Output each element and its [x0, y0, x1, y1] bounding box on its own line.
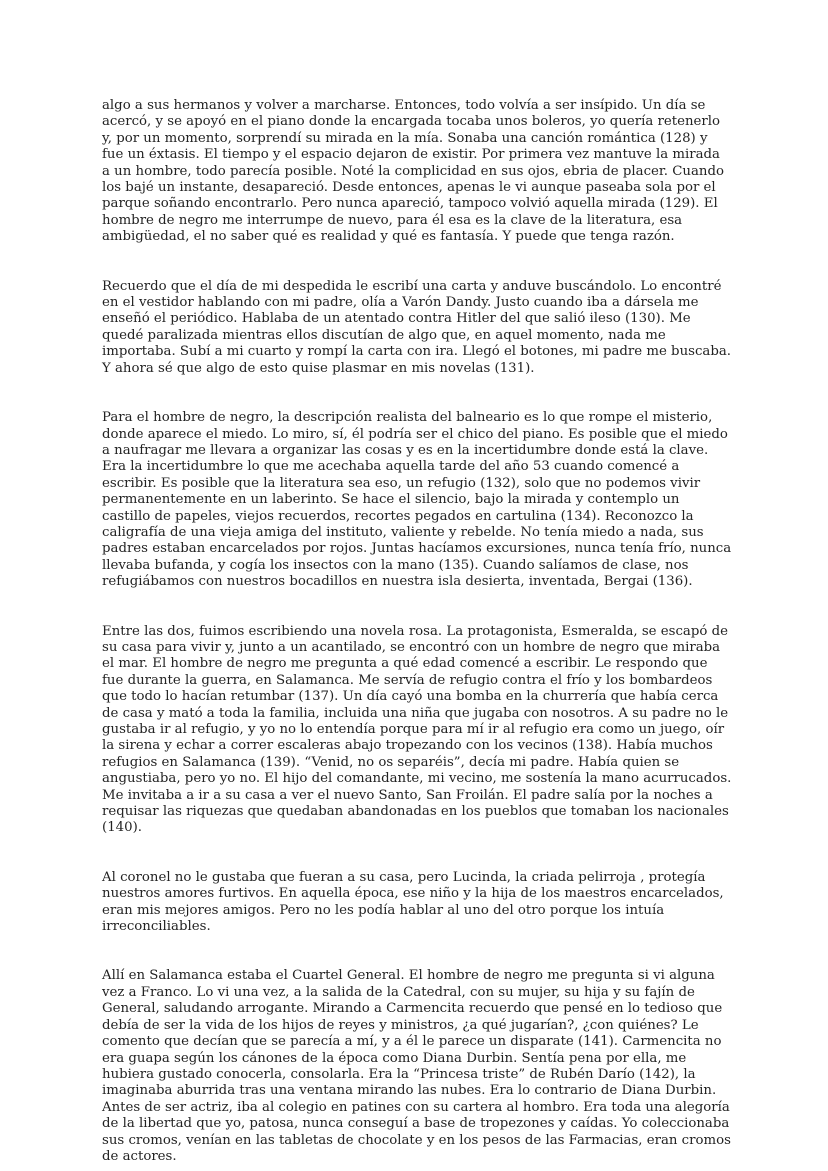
paragraph-6: Allí en Salamanca estaba el Cuartel General. El hombre de negro me pregunta si vi alguna vez a Franco. Lo vi una vez, a la salida de la Catedral, con su mujer, su hija y su fajín de General, saludando arrogante. Mirando a Carmencita recuerdo que pensé en lo tedioso que debía de ser la vida de los hijos de reyes y ministros, ¿a qué jugarían?, ¿con quiénes? Le comento que decían que se parecía a mí, y a él le parece un disparate (141). Carmencita no era guapa según los cánones de la época como Diana Durbin. Sentía pena por ella, me hubiera gustado conocerla, consolarla. Era la “Princesa triste” de Rubén Darío (142), la imaginaba aburrida tras una ventana mirando las nubes. Era lo contrario de Diana Durbin. Antes de ser actriz, iba al colegio en patines con su cartera al hombro. Era toda una alegoría de la libertad que yo, patosa, nunca conseguí a base de tropezones y caídas. Yo coleccionaba sus cromos, venían en las tabletas de chocolate y en los pesos de las Farmacias, eran cromos de actores. — [102, 968, 731, 1164]
paragraph-5: Al coronel no le gustaba que fueran a su casa, pero Lucinda, la criada pelirroja , protegía nuestros amores furtivos. En aquella época, ese niño y la hija de los maestros encarcelados, eran mis mejores amigos. Pero no les podía hablar al uno del otro porque los intuía irreconciliables. — [102, 869, 724, 935]
document-page — [102, 98, 732, 1165]
paragraph-3: Para el hombre de negro, la descripción realista del balneario es lo que rompe el misterio, donde aparece el miedo. Lo miro, sí, él podría ser el chico del piano. Es posible que el miedo a naufragar me llevara a organizar las cosas y es en la incertidumbre donde está la clave. Era la incertidumbre lo que me acechaba aquella tarde del año 53 cuando comencé a escribir. Es posible que la literatura sea eso, un refugio (132), solo que no podemos vivir permanentemente en un laberinto. Se hace el silencio, bajo la mirada y contemplo un castillo de papeles, viejos recuerdos, recortes pegados en cartulina (134). Reconozco la caligrafía de una vieja amiga del instituto, valiente y rebelde. No tenía miedo a nada, sus padres estaban encarcelados por rojos. Juntas hacíamos excursiones, nunca tenía frío, nunca llevaba bufanda, y cogía los insectos con la mano (135). Cuando salíamos de clase, nos refugiábamos con nuestros bocadillos en nuestra isla desierta, inventada, Bergai (136). — [102, 410, 732, 590]
paragraph-2: Recuerdo que el día de mi despedida le escribí una carta y anduve buscándolo. Lo encontré en el vestidor hablando con mi padre, olía a Varón Dandy. Justo cuando iba a dársela me enseñó el periódico. Hablaba de un atentado contra Hitler del que salió ileso (130). Me quedé paralizada mientras ellos discutían de algo que, en aquel momento, nada me importaba. Subí a mi cuarto y rompí la carta con ira. Llegó el botones, mi padre me buscaba. Y ahora sé que algo de esto quise plasmar en mis novelas (131). — [102, 278, 731, 376]
paragraph-1: algo a sus hermanos y volver a marcharse. Entonces, todo volvía a ser insípido. Un día se acercó, y se apoyó en el piano donde la encargada tocaba unos boleros, yo quería retenerlo y, por un momento, sorprendí su mirada en la mía. Sonaba una canción romántica (128) y fue un éxtasis. El tiempo y el espacio dejaron de existir. Por primera vez mantuve la mirada a un hombre, todo parecía posible. Noté la complicidad en sus ojos, ebria de placer. Cuando los bajé un instante, desapareció. Desde entonces, apenas le vi aunque paseaba sola por el parque soñando encontrarlo. Pero nunca apareció, tampoco volvió aquella mirada (129). El hombre de negro me interrumpe de nuevo, para él esa es la clave de la literatura, esa ambigüedad, el no saber qué es realidad y qué es fantasía. Y puede que tenga razón. — [102, 98, 724, 245]
paragraph-4: Entre las dos, fuimos escribiendo una novela rosa. La protagonista, Esmeralda, se escapó de su casa para vivir y, junto a un acantilado, se encontró con un hombre de negro que miraba el mar. El hombre de negro me pregunta a qué edad comencé a escribir. Le respondo que fue durante la guerra, en Salamanca. Me servía de refugio contra el frío y los bombardeos que todo lo hacían retumbar (137). Un día cayó una bomba en la churrería que había cerca de casa y mató a toda la familia, incluida una niña que jugaba con nosotros. A su padre no le gustaba ir al refugio, y yo no lo entendía porque para mí ir al refugio era como un juego, oír la sirena y echar a correr escaleras abajo tropezando con los vecinos (138). Había muchos refugios en Salamanca (139). “Venid, no os separéis”, decía mi padre. Había quien se angustiaba, pero yo no. El hijo del comandante, mi vecino, me sostenía la mano acurrucados. Me invitaba a ir a su casa a ver el nuevo Santo, San Froilán. El padre salía por la noches a requisar las riquezas que quedaban abandonadas en los pueblos que tomaban los nacionales (140). — [102, 623, 732, 836]
